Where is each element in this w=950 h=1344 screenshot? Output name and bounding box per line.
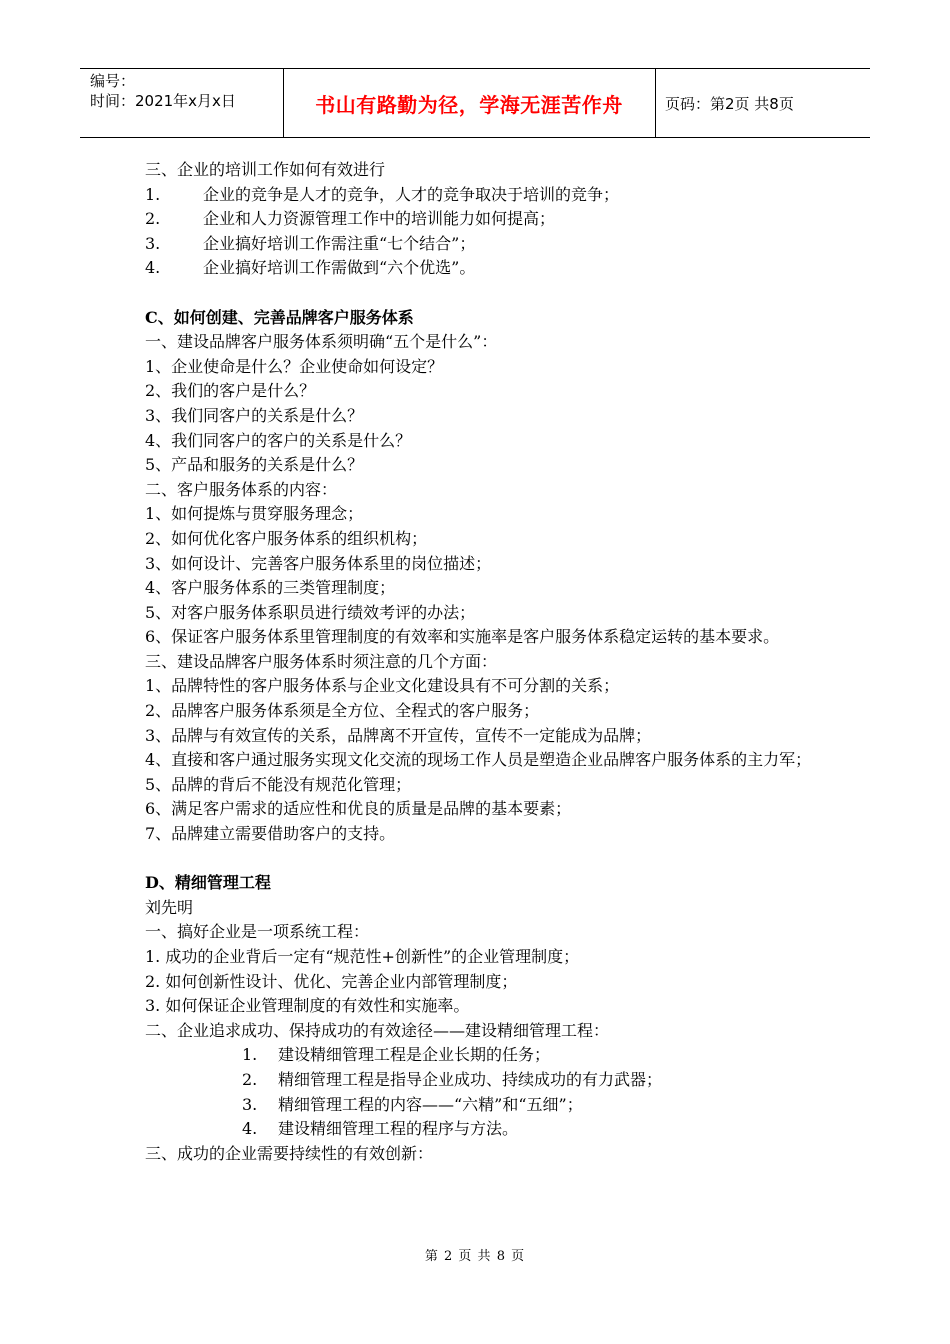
header-meta xyxy=(80,69,284,137)
subsection-title: 一、搞好企业是一项系统工程： xyxy=(145,922,370,942)
list-item: 2、我们的客户是什么？ xyxy=(145,381,316,401)
item-text: 企业和人力资源管理工作中的培训能力如何提高； xyxy=(203,209,556,229)
item-text: 企业搞好培训工作需做到“六个优选”。 xyxy=(203,258,476,278)
list-item xyxy=(145,207,825,232)
item-text: 建设精细管理工程是企业长期的任务； xyxy=(278,1045,551,1065)
item-number: 1. xyxy=(242,1045,258,1065)
list-item xyxy=(145,256,825,281)
list-item xyxy=(145,1093,825,1118)
item-number: 2. xyxy=(242,1069,258,1089)
list-item: 1、企业使命是什么？企业使命如何设定？ xyxy=(145,356,444,376)
list-item: 2、品牌客户服务体系须是全方位、全程式的客户服务； xyxy=(145,701,540,721)
item-text: 精细管理工程的内容——“六精”和“五细”； xyxy=(278,1094,583,1114)
list-item: 6、满足客户需求的适应性和优良的质量是品牌的基本要素； xyxy=(145,799,572,819)
list-item: 1、品牌特性的客户服务体系与企业文化建设具有不可分割的关系； xyxy=(145,676,620,696)
item-number: 4. xyxy=(242,1119,258,1139)
list-item xyxy=(145,1043,825,1068)
item-number: 4. xyxy=(145,258,161,278)
list-item xyxy=(145,1117,825,1142)
item-text: 精细管理工程是指导企业成功、持续成功的有力武器； xyxy=(278,1069,663,1089)
list-item: 1. 成功的企业背后一定有“规范性+创新性”的企业管理制度； xyxy=(145,947,580,966)
author-name: 刘先明 xyxy=(145,897,194,917)
section-title: 三、企业的培训工作如何有效进行 xyxy=(145,160,386,179)
item-number: 3. xyxy=(242,1094,258,1114)
list-item: 2、如何优化客户服务体系的组织机构； xyxy=(145,528,428,548)
list-item: 4、客户服务体系的三类管理制度； xyxy=(145,578,396,598)
document-body xyxy=(145,158,825,1166)
subsection-title: 三、成功的企业需要持续性的有效创新： xyxy=(145,1143,434,1163)
list-item xyxy=(145,232,825,257)
page-label: 页码：第2页 共8页 xyxy=(665,94,794,113)
number-label: 编号： xyxy=(90,72,136,90)
subsection-title: 一、建设品牌客户服务体系须明确“五个是什么”： xyxy=(145,332,498,352)
list-item: 7、品牌建立需要借助客户的支持。 xyxy=(145,824,396,844)
list-item: 4、直接和客户通过服务实现文化交流的现场工作人员是塑造企业品牌客户服务体系的主力军； xyxy=(145,750,812,770)
subsection-title: 二、企业追求成功、保持成功的有效途径——建设精细管理工程： xyxy=(145,1020,610,1040)
list-item: 3. 如何保证企业管理制度的有效性和实施率。 xyxy=(145,996,470,1016)
date-label: 时间：2021年x月x日 xyxy=(90,92,236,110)
spacer xyxy=(145,847,825,872)
list-item: 4、我们同客户的客户的关系是什么？ xyxy=(145,430,412,450)
header-motto-cell xyxy=(283,69,656,137)
item-text: 建设精细管理工程的程序与方法。 xyxy=(278,1119,519,1139)
document-header xyxy=(80,68,870,138)
list-item: 3、我们同客户的关系是什么？ xyxy=(145,405,364,425)
page-footer: 第 2 页 共 8 页 xyxy=(424,1249,526,1264)
spacer xyxy=(145,281,825,306)
item-number: 3. xyxy=(145,233,161,253)
item-number: 1. xyxy=(145,184,161,204)
list-item: 5、产品和服务的关系是什么？ xyxy=(145,455,364,475)
header-page-cell xyxy=(665,69,870,137)
list-item xyxy=(145,183,825,208)
subsection-title: 二、客户服务体系的内容： xyxy=(145,479,338,499)
list-item: 3、如何设计、完善客户服务体系里的岗位描述； xyxy=(145,553,492,573)
item-text: 企业搞好培训工作需注重“七个结合”； xyxy=(203,233,476,253)
list-item: 2. 如何创新性设计、优化、完善企业内部管理制度； xyxy=(145,971,518,991)
list-item: 5、对客户服务体系职员进行绩效考评的办法； xyxy=(145,602,476,622)
subsection-title: 三、建设品牌客户服务体系时须注意的几个方面： xyxy=(145,651,498,671)
list-item: 5、品牌的背后不能没有规范化管理； xyxy=(145,774,412,794)
item-text: 企业的竞争是人才的竞争，人才的竞争取决于培训的竞争； xyxy=(203,184,620,204)
list-item: 3、品牌与有效宣传的关系，品牌离不开宣传，宣传不一定能成为品牌； xyxy=(145,725,652,745)
list-item: 1、如何提炼与贯穿服务理念； xyxy=(145,504,364,524)
motto-text: 书山有路勤为径，学海无涯苦作舟 xyxy=(315,92,623,117)
section-heading: C、如何创建、完善品牌客户服务体系 xyxy=(145,307,414,327)
section-heading: D、精细管理工程 xyxy=(145,873,271,893)
item-number: 2. xyxy=(145,209,161,229)
list-item xyxy=(145,1068,825,1093)
list-item: 6、保证客户服务体系里管理制度的有效率和实施率是客户服务体系稳定运转的基本要求。 xyxy=(145,627,780,647)
